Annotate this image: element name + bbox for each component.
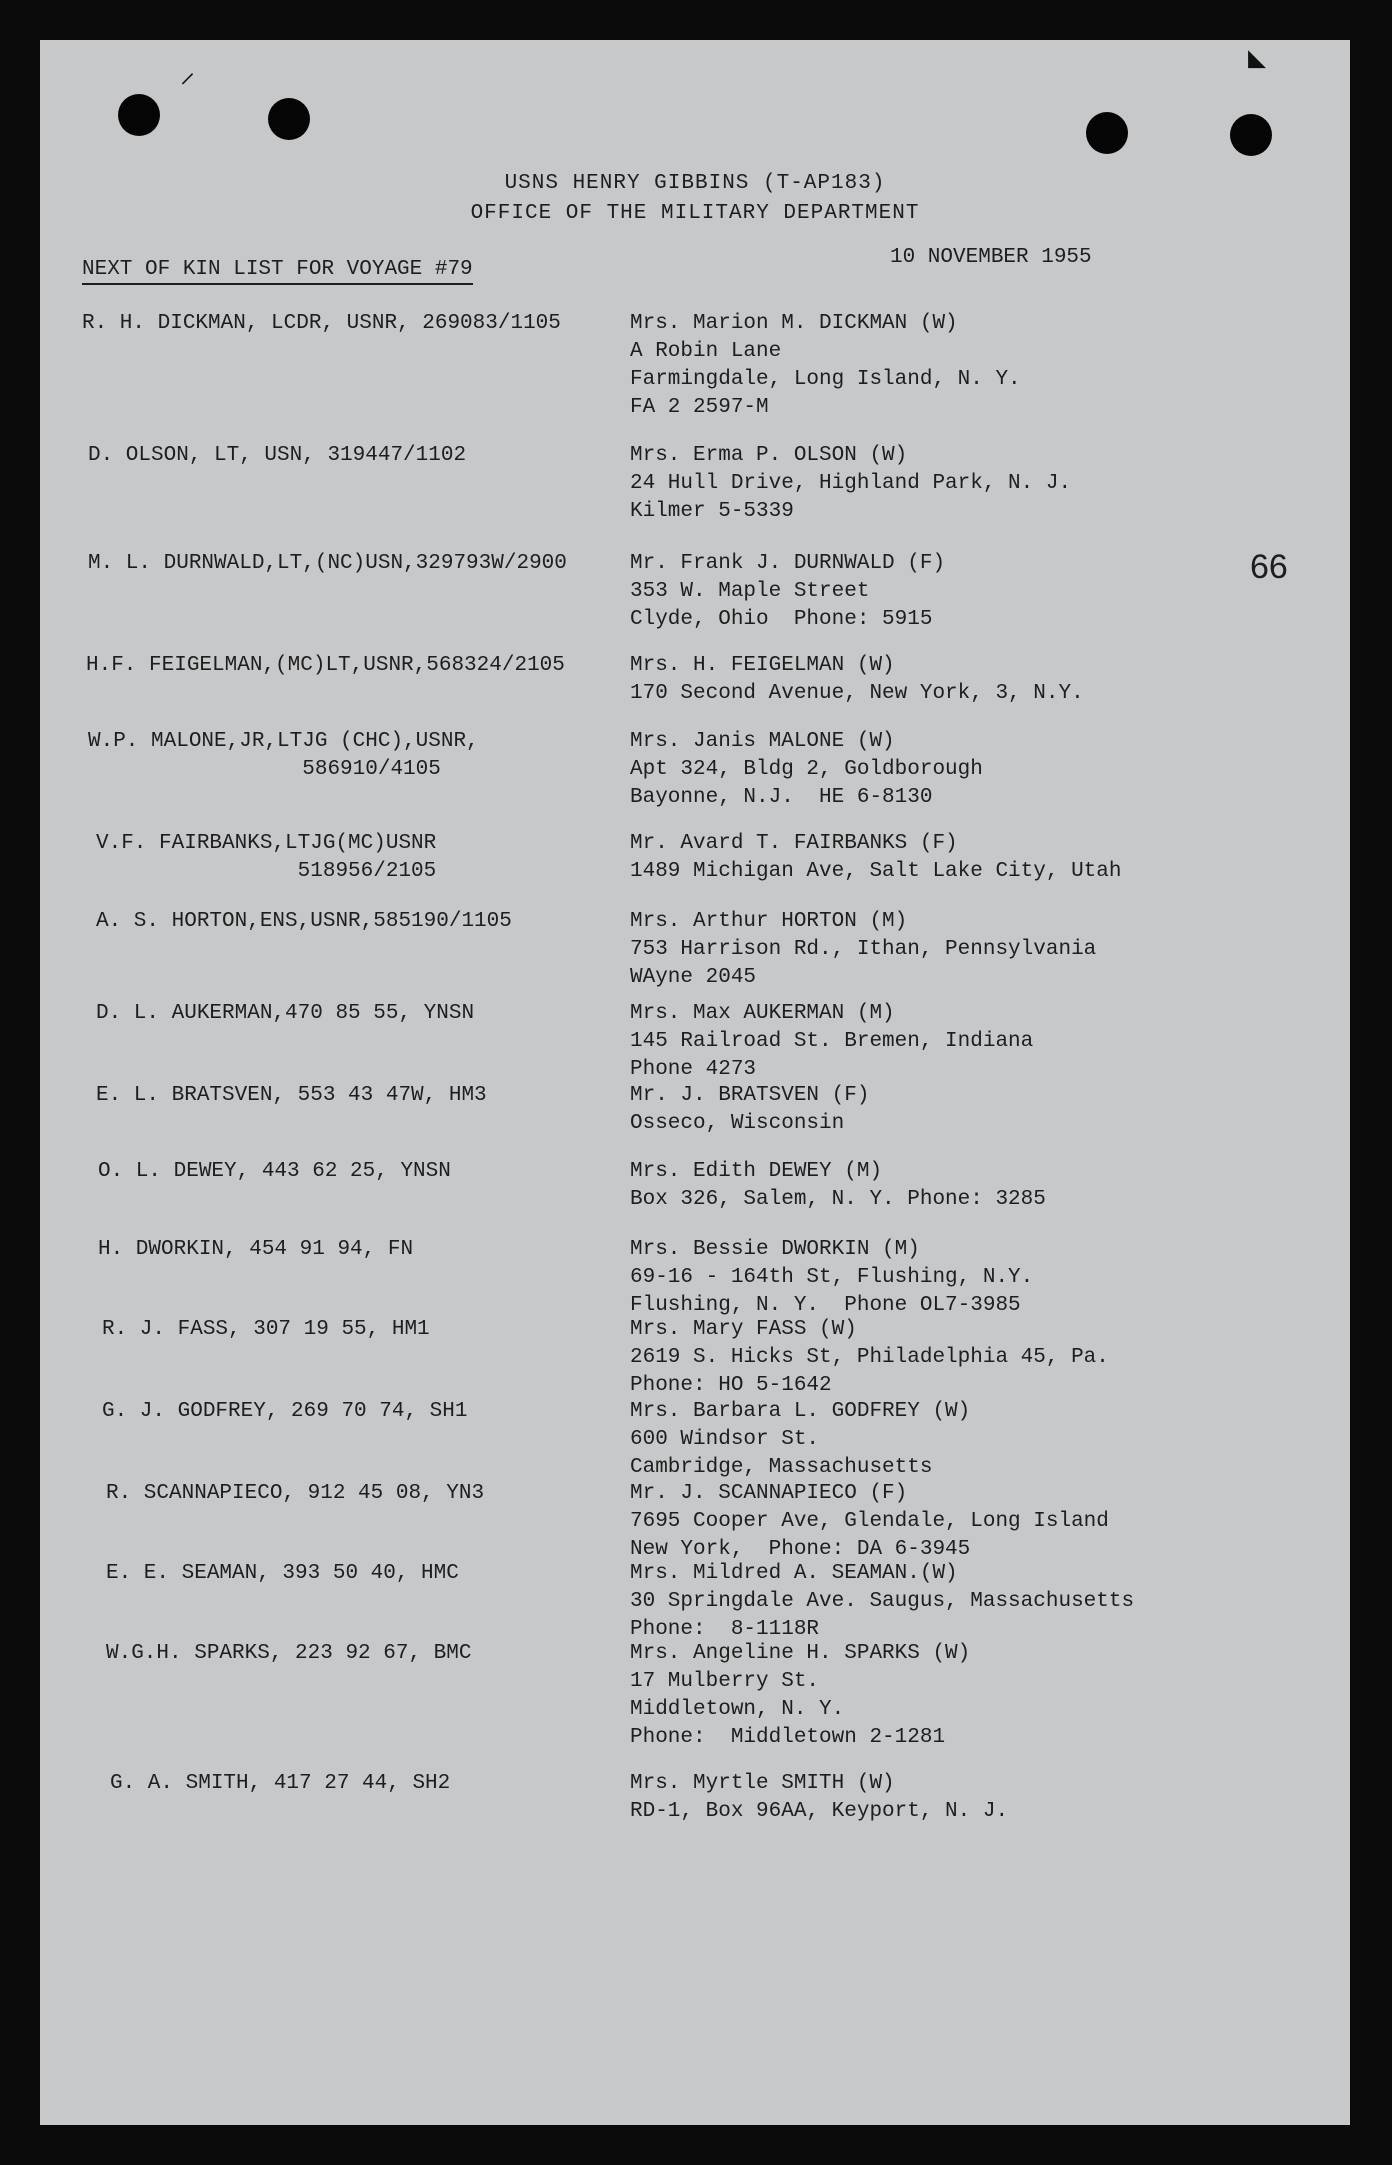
service-member (82, 310, 561, 338)
service-member (110, 1770, 450, 1798)
service-member-line: V.F. FAIRBANKS,LTJG(MC)USNR (96, 832, 437, 855)
service-member-line: R. H. DICKMAN, LCDR, USNR, 269083/1105 (82, 312, 561, 335)
next-of-kin-line: Apt 324, Bldg 2, Goldborough (630, 758, 983, 781)
next-of-kin (630, 728, 983, 812)
next-of-kin-line: Phone: 8-1118R (630, 1618, 820, 1641)
next-of-kin-line: Kilmer 5-5339 (630, 500, 794, 523)
next-of-kin-line: New York, Phone: DA 6-3945 (630, 1538, 971, 1561)
service-member (106, 1640, 471, 1668)
service-member-line: G. A. SMITH, 417 27 44, SH2 (110, 1772, 451, 1795)
next-of-kin-line: 353 W. Maple Street (630, 580, 870, 603)
next-of-kin (630, 1082, 869, 1138)
next-of-kin-line: Phone: HO 5-1642 (630, 1374, 832, 1397)
corner-mark: ◣ (1248, 43, 1267, 77)
next-of-kin-line: Mr. Frank J. DURNWALD (F) (630, 552, 946, 575)
service-member-line: H.F. FEIGELMAN,(MC)LT,USNR,568324/2105 (86, 654, 565, 677)
ship-name: USNS HENRY GIBBINS (T-AP183) (504, 172, 886, 195)
next-of-kin (630, 1236, 1033, 1320)
next-of-kin-line: FA 2 2597-M (630, 396, 769, 419)
next-of-kin-line: WAyne 2045 (630, 966, 757, 989)
next-of-kin-line: Phone: Middletown 2-1281 (630, 1726, 946, 1749)
service-member (98, 1236, 413, 1264)
next-of-kin-line: Cambridge, Massachusetts (630, 1456, 933, 1479)
service-member (102, 1398, 467, 1426)
next-of-kin-line: Osseco, Wisconsin (630, 1112, 845, 1135)
next-of-kin-line: Middletown, N. Y. (630, 1698, 845, 1721)
next-of-kin-line: Mrs. Marion M. DICKMAN (W) (630, 312, 958, 335)
service-member (106, 1560, 459, 1588)
next-of-kin-line: 24 Hull Drive, Highland Park, N. J. (630, 472, 1072, 495)
next-of-kin-line: Mrs. Erma P. OLSON (W) (630, 444, 908, 467)
next-of-kin-line: 69-16 - 164th St, Flushing, N.Y. (630, 1266, 1034, 1289)
punch-hole (1086, 112, 1128, 154)
next-of-kin-line: Mr. J. BRATSVEN (F) (630, 1084, 870, 1107)
next-of-kin-line: Box 326, Salem, N. Y. Phone: 3285 (630, 1188, 1046, 1211)
service-member-line: E. E. SEAMAN, 393 50 40, HMC (106, 1562, 459, 1585)
staple-mark: ⸝ (180, 58, 195, 92)
next-of-kin (630, 1158, 1046, 1214)
next-of-kin (630, 1316, 1109, 1400)
document-page (40, 40, 1350, 2125)
next-of-kin-line: Mrs. Barbara L. GODFREY (W) (630, 1400, 971, 1423)
next-of-kin-line: Flushing, N. Y. Phone OL7-3985 (630, 1294, 1021, 1317)
next-of-kin-line: Farmingdale, Long Island, N. Y. (630, 368, 1021, 391)
service-member-line: 586910/4105 (88, 758, 441, 781)
next-of-kin (630, 550, 945, 634)
service-member (98, 1158, 451, 1186)
service-member-line: 518956/2105 (96, 860, 437, 883)
next-of-kin-line: Mrs. Angeline H. SPARKS (W) (630, 1642, 971, 1665)
next-of-kin (630, 1000, 1033, 1084)
next-of-kin-line: Mr. Avard T. FAIRBANKS (F) (630, 832, 958, 855)
next-of-kin-line: Mrs. Arthur HORTON (M) (630, 910, 908, 933)
service-member-line: D. OLSON, LT, USN, 319447/1102 (88, 444, 467, 467)
service-member (96, 830, 436, 886)
list-date: 10 NOVEMBER 1955 (890, 246, 1092, 269)
next-of-kin-line: Mrs. Mary FASS (W) (630, 1318, 857, 1341)
service-member-line: E. L. BRATSVEN, 553 43 47W, HM3 (96, 1084, 487, 1107)
next-of-kin-line: 2619 S. Hicks St, Philadelphia 45, Pa. (630, 1346, 1109, 1369)
punch-hole (118, 94, 160, 136)
next-of-kin (630, 1560, 1134, 1644)
service-member-line: W.G.H. SPARKS, 223 92 67, BMC (106, 1642, 472, 1665)
next-of-kin-line: 145 Railroad St. Bremen, Indiana (630, 1030, 1034, 1053)
service-member (88, 728, 479, 784)
next-of-kin (630, 1640, 970, 1752)
service-member-line: D. L. AUKERMAN,470 85 55, YNSN (96, 1002, 475, 1025)
punch-hole (1230, 114, 1272, 156)
service-member-line: A. S. HORTON,ENS,USNR,585190/1105 (96, 910, 512, 933)
next-of-kin (630, 310, 1021, 422)
punch-hole (268, 98, 310, 140)
next-of-kin (630, 1770, 1008, 1826)
next-of-kin (630, 442, 1071, 526)
next-of-kin-line: Bayonne, N.J. HE 6-8130 (630, 786, 933, 809)
service-member (96, 908, 512, 936)
service-member (88, 550, 567, 578)
next-of-kin (630, 1480, 1109, 1564)
next-of-kin-line: Mrs. Mildred A. SEAMAN.(W) (630, 1562, 958, 1585)
next-of-kin-line: 7695 Cooper Ave, Glendale, Long Island (630, 1510, 1109, 1533)
service-member-line: M. L. DURNWALD,LT,(NC)USN,329793W/2900 (88, 552, 567, 575)
next-of-kin-line: 1489 Michigan Ave, Salt Lake City, Utah (630, 860, 1122, 883)
office-name: OFFICE OF THE MILITARY DEPARTMENT (470, 202, 920, 225)
next-of-kin-line: Mrs. Bessie DWORKIN (M) (630, 1238, 920, 1261)
next-of-kin-line: Mrs. Edith DEWEY (M) (630, 1160, 883, 1183)
next-of-kin (630, 1398, 970, 1482)
service-member-line: G. J. GODFREY, 269 70 74, SH1 (102, 1400, 468, 1423)
service-member-line: O. L. DEWEY, 443 62 25, YNSN (98, 1160, 451, 1183)
service-member-line: R. SCANNAPIECO, 912 45 08, YN3 (106, 1482, 485, 1505)
service-member-line: W.P. MALONE,JR,LTJG (CHC),USNR, (88, 730, 479, 753)
service-member (106, 1480, 484, 1508)
next-of-kin-line: Mr. J. SCANNAPIECO (F) (630, 1482, 908, 1505)
next-of-kin-line: 600 Windsor St. (630, 1428, 820, 1451)
next-of-kin-line: Mrs. H. FEIGELMAN (W) (630, 654, 895, 677)
next-of-kin-line: 170 Second Avenue, New York, 3, N.Y. (630, 682, 1084, 705)
service-member (96, 1000, 474, 1028)
next-of-kin-line: RD-1, Box 96AA, Keyport, N. J. (630, 1800, 1009, 1823)
page-number: 66 (1250, 548, 1288, 586)
service-member-line: H. DWORKIN, 454 91 94, FN (98, 1238, 414, 1261)
next-of-kin (630, 830, 1121, 886)
service-member (102, 1316, 430, 1344)
next-of-kin-line: 30 Springdale Ave. Saugus, Massachusetts (630, 1590, 1135, 1613)
next-of-kin-line: Clyde, Ohio Phone: 5915 (630, 608, 933, 631)
service-member (96, 1082, 487, 1110)
next-of-kin-line: Phone 4273 (630, 1058, 757, 1081)
next-of-kin-line: Mrs. Max AUKERMAN (M) (630, 1002, 895, 1025)
service-member (86, 652, 565, 680)
next-of-kin-line: Mrs. Janis MALONE (W) (630, 730, 895, 753)
service-member (88, 442, 466, 470)
next-of-kin-line: 17 Mulberry St. (630, 1670, 820, 1693)
list-title: NEXT OF KIN LIST FOR VOYAGE #79 (82, 258, 473, 285)
next-of-kin-line: Mrs. Myrtle SMITH (W) (630, 1772, 895, 1795)
next-of-kin-line: A Robin Lane (630, 340, 782, 363)
next-of-kin (630, 908, 1096, 992)
service-member-line: R. J. FASS, 307 19 55, HM1 (102, 1318, 430, 1341)
next-of-kin (630, 652, 1084, 708)
next-of-kin-line: 753 Harrison Rd., Ithan, Pennsylvania (630, 938, 1097, 961)
